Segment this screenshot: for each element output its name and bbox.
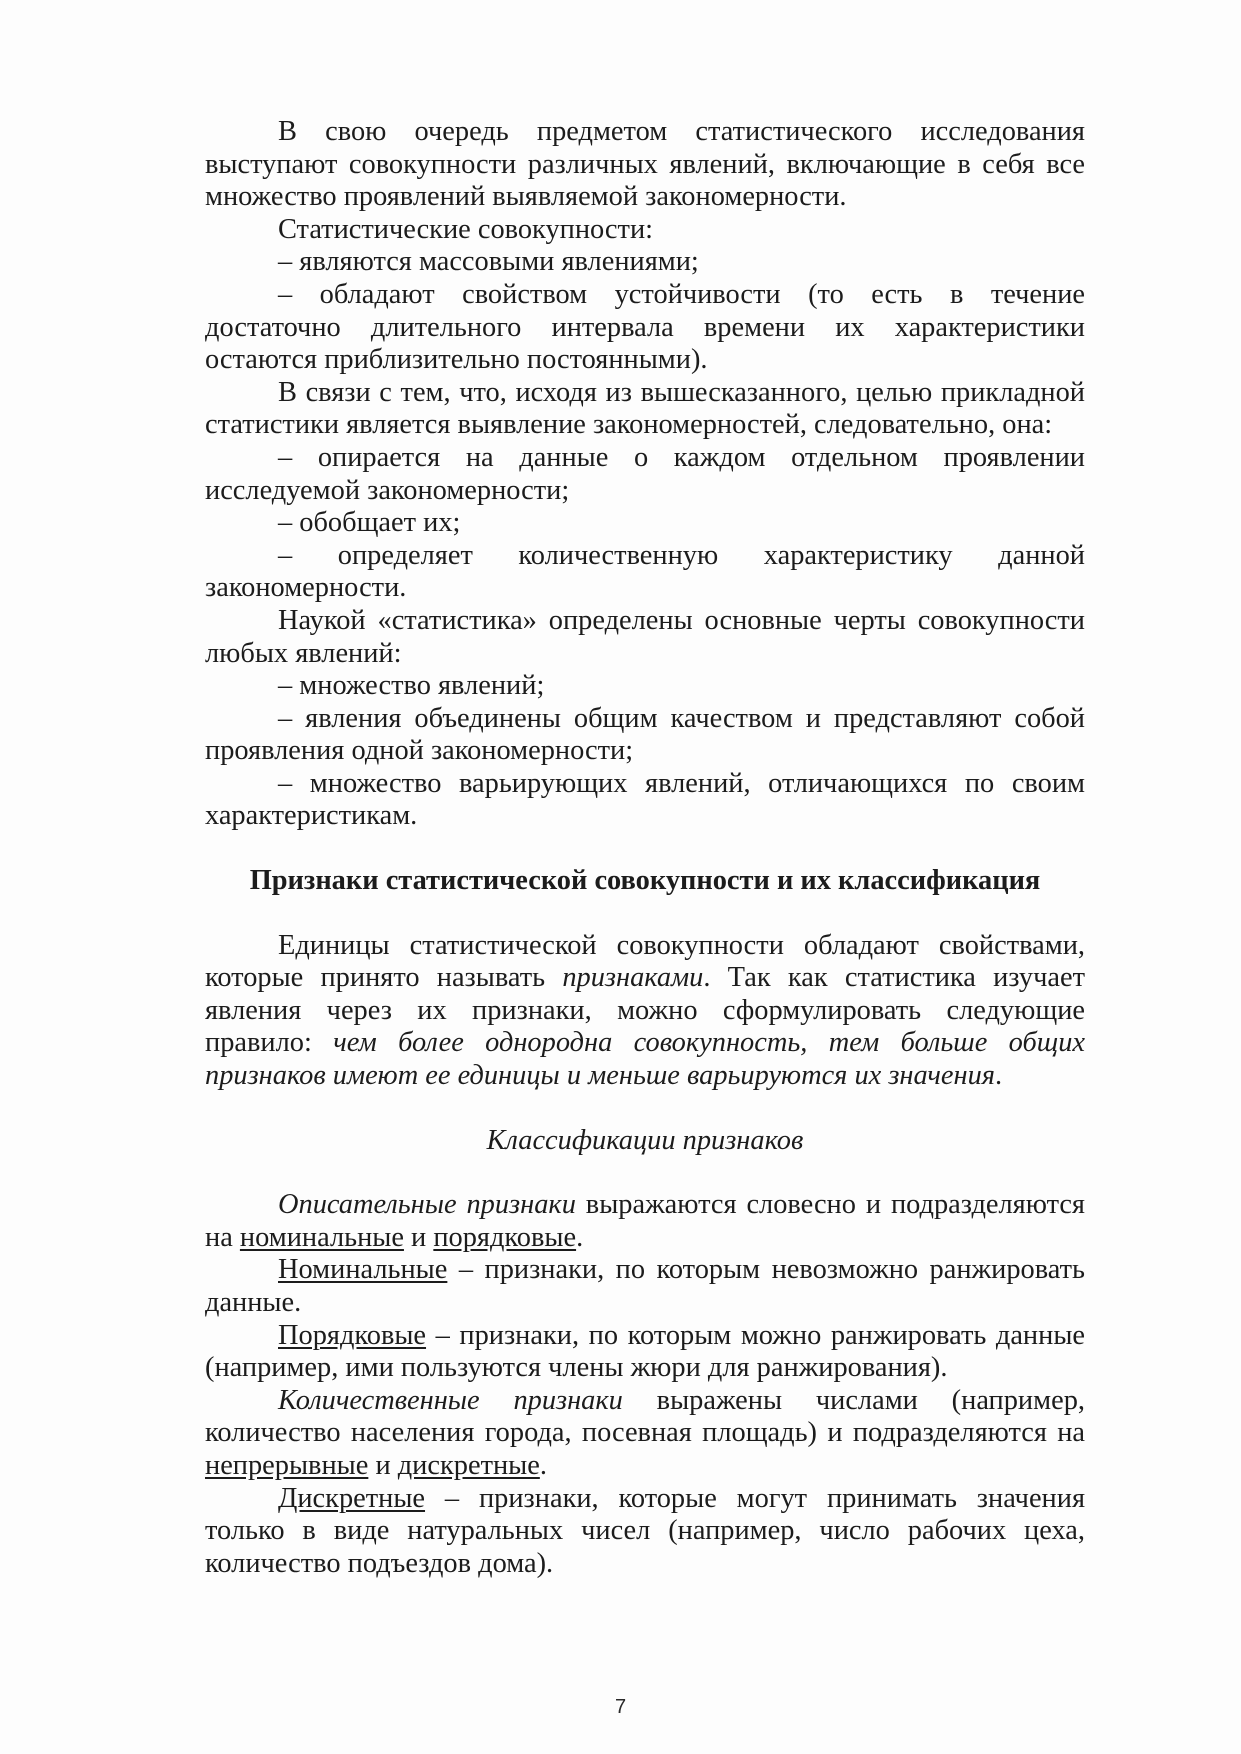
text-run: .	[539, 1449, 547, 1481]
page-number: 7	[614, 1696, 627, 1718]
paragraph-aggregates-intro: Статистические совокупности:	[278, 213, 654, 245]
list-item: – опирается на данные о каждом отдельном проявлении исследуемой закономерности;	[205, 441, 1085, 506]
list-item: – определяет количественную характеристику данной закономерности.	[205, 539, 1085, 604]
section-heading: Признаки статистической совокупности и их классификация	[249, 865, 1041, 897]
text-run: и	[368, 1449, 398, 1481]
rule-statement: чем более однородна совокупность, тем больше общих признаков имеют ее единицы и меньше варьируются их значения	[205, 1027, 1085, 1092]
list-item: – явления объединены общим качеством и представляют собой проявления одной закономерности;	[205, 702, 1085, 767]
term-continuous: непрерывные	[205, 1449, 369, 1481]
paragraph-descriptive	[205, 1189, 1085, 1254]
text-run: . Так как статистика изучает явления через их признаки, можно сформулировать следующие правило:	[205, 962, 1085, 1059]
page-body	[205, 116, 1085, 1580]
term-attributes: признаками	[562, 962, 704, 994]
term-nominal: Номинальные	[278, 1254, 448, 1286]
text-run: выражены числами (например, количество населения города, посевная площадь) и подразделяются на	[205, 1384, 1085, 1449]
paragraph-features: Наукой «статистика» определены основные черты совокупности любых явлений:	[205, 604, 1085, 669]
term-descriptive: Описательные признаки	[278, 1189, 576, 1221]
text-run: – признаки, по которым можно ранжировать данные (например, ими пользуются члены жюри для ранжирования).	[205, 1319, 1085, 1384]
text-run: выражаются словесно и подразделяются на	[205, 1189, 1085, 1253]
paragraph-quantitative	[205, 1385, 1085, 1483]
paragraph-nominal	[205, 1254, 1085, 1319]
text-run: .	[994, 1060, 1003, 1092]
term-ordinal: Порядковые	[278, 1319, 427, 1351]
paragraph-discrete	[205, 1483, 1085, 1581]
subsection-heading: Классификации признаков	[486, 1124, 804, 1156]
text-run: – признаки, по которым невозможно ранжировать данные.	[205, 1254, 1085, 1318]
list-item: – обобщает их;	[278, 507, 461, 539]
paragraph-attributes	[205, 930, 1085, 1093]
term-discrete: Дискретные	[278, 1482, 426, 1514]
term-ordinal: порядковые	[433, 1221, 577, 1253]
paragraph-subject: В свою очередь предметом статистического исследования выступают совокупности различных явлений, включающие в себя все множество проявлений выявляемой закономерности.	[205, 116, 1085, 213]
text-run: .	[576, 1221, 584, 1253]
term-nominal: номинальные	[239, 1221, 404, 1253]
list-item: – множество варьирующих явлений, отличающихся по своим характеристикам.	[205, 767, 1085, 832]
paragraph-ordinal	[205, 1320, 1085, 1385]
text-run: и	[403, 1221, 434, 1253]
text-run: – признаки, которые могут принимать значения только в виде натуральных чисел (например, число рабочих цеха, количество подъездов дома).	[205, 1482, 1085, 1579]
list-item: – множество явлений;	[278, 670, 545, 702]
text-run: Единицы статистической совокупности обладают свойствами, которые принято называть	[205, 929, 1085, 994]
term-discrete: дискретные	[397, 1449, 540, 1481]
paragraph-applied-statistics: В связи с тем, что, исходя из вышесказанного, целью прикладной статистики является выявление закономерностей, следовательно, она:	[205, 376, 1085, 441]
list-item: – обладают свойством устойчивости (то есть в течение достаточно длительного интервала времени их характеристики остаются приблизительно постоянными).	[205, 278, 1085, 376]
list-item: – являются массовыми явлениями;	[278, 246, 699, 278]
term-quantitative: Количественные признаки	[278, 1384, 623, 1416]
